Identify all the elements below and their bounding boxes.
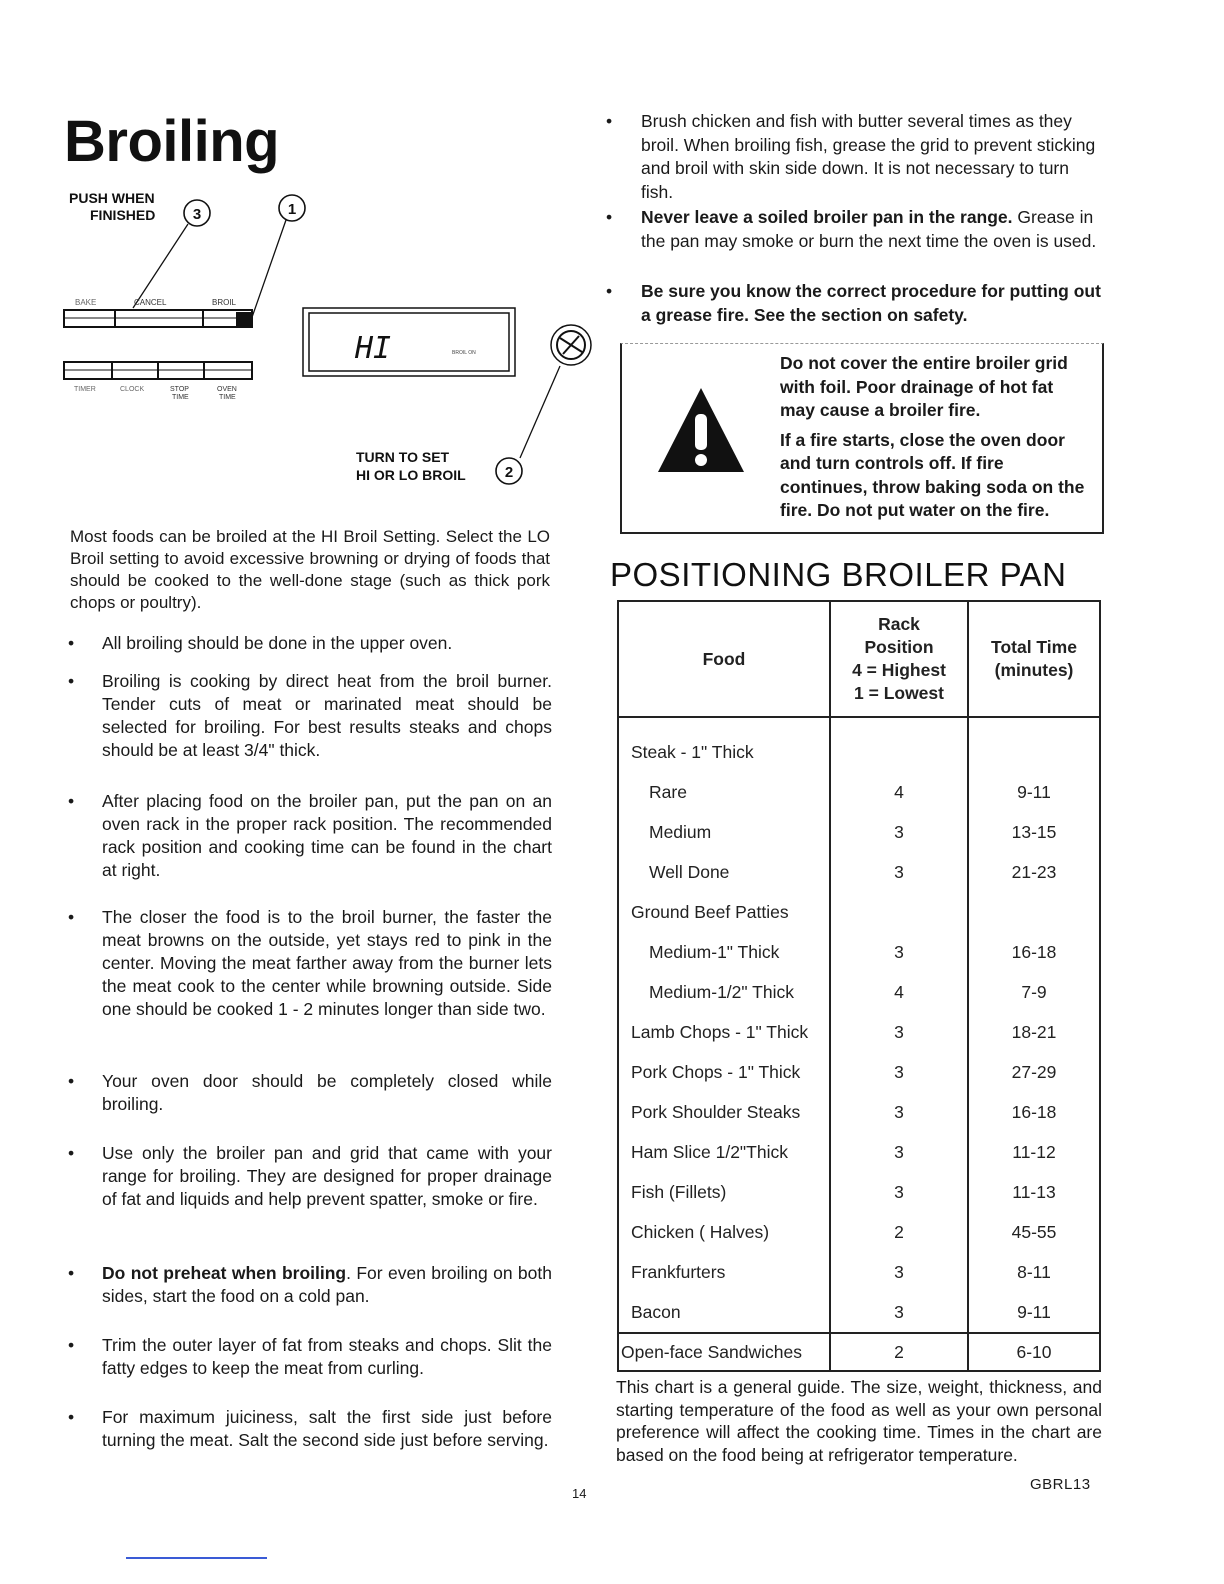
- list-item: • Your oven door should be completely closed while broiling.: [68, 1071, 552, 1114]
- broil-label: BROIL: [212, 298, 237, 307]
- step-2-number: 2: [504, 464, 514, 481]
- table-row: Rare 4 9-11: [618, 772, 1100, 812]
- step-1-number: 1: [287, 201, 297, 218]
- table-row: Fish (Fillets) 3 11-13: [618, 1172, 1100, 1212]
- list-item: • Brush chicken and fish with butter several times as they broil. When broiling fish, grease the grid to prevent sticking and broil with skin side down. It is not necessary to turn fish.: [606, 111, 1096, 202]
- display-readout: HI: [355, 331, 392, 366]
- warning-paragraph-2: If a fire starts, close the oven door and turn controls off. If fire continues, throw baking soda on the fire. Do not put water on the fire.: [780, 429, 1085, 520]
- list-item: • Trim the outer layer of fat from steaks and chops. Slit the fatty edges to keep the meat from curling.: [68, 1335, 552, 1378]
- table-row: Well Done 3 21-23: [618, 852, 1100, 892]
- page-number: 14: [572, 1486, 587, 1501]
- section-heading: POSITIONING BROILER PAN: [610, 556, 1067, 593]
- list-item: • The closer the food is to the broil burner, the faster the meat browns on the outside, yet stays red to pink in the center. Moving the meat farther away from the burner lets the meat cook to the center while browning outside. Side one should be cooked 1 - 2 minutes longer than side two.: [68, 907, 552, 1019]
- callout-turn-to-set: TURN TO SET: [356, 449, 450, 465]
- warning-icon: [656, 386, 746, 479]
- warning-text: [780, 352, 1085, 529]
- table-row: Steak - 1" Thick: [618, 717, 1100, 772]
- list-item: • Be sure you know the correct procedure for putting out a grease fire. See the section on safety.: [606, 281, 1101, 325]
- list-item: • Use only the broiler pan and grid that came with your range for broiling. They are designed for proper drainage of fat and liquids and help prevent spatter, smoke or fire.: [68, 1143, 552, 1209]
- table-row: Medium 3 13-15: [618, 812, 1100, 852]
- stop-time-label: STOP: [170, 386, 189, 393]
- timer-label: TIMER: [74, 386, 96, 393]
- warning-paragraph-1: Do not cover the entire broiler grid with foil. Poor drainage of hot fat may cause a broiler fire.: [780, 353, 1068, 420]
- svg-text:TIME: TIME: [172, 394, 189, 401]
- list-item: • All broiling should be done in the upper oven.: [68, 633, 453, 653]
- clock-label: CLOCK: [120, 386, 145, 393]
- callout-push-when: PUSH WHEN: [69, 190, 155, 206]
- list-item: • After placing food on the broiler pan, put the pan on an oven rack in the proper rack position. The recommended rack position and cooking time can be found in the chart at right.: [68, 791, 552, 880]
- table-row: Frankfurters 3 8-11: [618, 1252, 1100, 1292]
- header-food: Food: [618, 601, 830, 717]
- list-item: • Never leave a soiled broiler pan in the range. Grease in the pan may smoke or burn the next time the oven is used.: [606, 207, 1097, 251]
- step-1-leader: [250, 220, 286, 323]
- header-total-time: Total Time (minutes): [968, 601, 1100, 717]
- svg-text:TIME: TIME: [219, 394, 236, 401]
- step-3-leader: [133, 224, 188, 308]
- cancel-label: CANCEL: [134, 298, 167, 307]
- intro-paragraph: Most foods can be broiled at the HI Broil Setting. Select the LO Broil setting to avoid excessive browning or drying of foods that should be cooked to the well-done stage (such as thick pork chops or poultry).: [70, 527, 550, 612]
- header-rack-position: Rack Position 4 = Highest 1 = Lowest: [830, 601, 968, 717]
- bake-label: BAKE: [75, 298, 97, 307]
- table-row: Lamb Chops - 1" Thick 3 18-21: [618, 1012, 1100, 1052]
- table-row: Medium-1" Thick 3 16-18: [618, 932, 1100, 972]
- table-row: Medium-1/2" Thick 4 7-9: [618, 972, 1100, 1012]
- list-item: • For maximum juiciness, salt the first side just before turning the meat. Salt the second side just before serving.: [68, 1407, 552, 1450]
- control-panel-illustration: [60, 188, 605, 508]
- table-header-row: [618, 601, 1100, 717]
- table-row: Ham Slice 1/2"Thick 3 11-12: [618, 1132, 1100, 1172]
- step-2-leader: [520, 366, 560, 458]
- oven-time-label: OVEN: [217, 386, 237, 393]
- document-code: GBRL13: [1030, 1476, 1091, 1493]
- list-item: • Broiling is cooking by direct heat from the broil burner. Tender cuts of meat or marinated meat should be selected for broiling. For best results steaks and chops should be at least 3/4" thick.: [68, 671, 552, 760]
- broiling-chart-table: [617, 600, 1101, 1372]
- callout-finished: FINISHED: [90, 207, 156, 223]
- table-row: Chicken ( Halves) 2 45-55: [618, 1212, 1100, 1252]
- page-title: Broiling: [64, 109, 280, 174]
- table-row: Bacon 3 9-11: [618, 1292, 1100, 1333]
- table-row: Pork Shoulder Steaks 3 16-18: [618, 1092, 1100, 1132]
- callout-hi-lo: HI OR LO BROIL: [356, 467, 466, 483]
- table-row: Open-face Sandwiches 2 6-10: [618, 1333, 1100, 1371]
- bottom-rule: [126, 1557, 267, 1559]
- table-row: Pork Chops - 1" Thick 3 27-29: [618, 1052, 1100, 1092]
- oven-display: [303, 308, 515, 376]
- control-panel-diagram: [60, 188, 605, 508]
- display-indicator: BROIL ON: [452, 350, 476, 356]
- step-3-number: 3: [192, 206, 202, 223]
- table-row: Ground Beef Patties: [618, 892, 1100, 932]
- chart-footnote: This chart is a general guide. The size, weight, thickness, and starting temperature of the food as well as your own personal preference will affect the cooking time. Times in the chart are based on the food being at refrigerator temperature.: [616, 1377, 1102, 1465]
- list-item: • Do not preheat when broiling. For even broiling on both sides, start the food on a cold pan.: [68, 1263, 552, 1306]
